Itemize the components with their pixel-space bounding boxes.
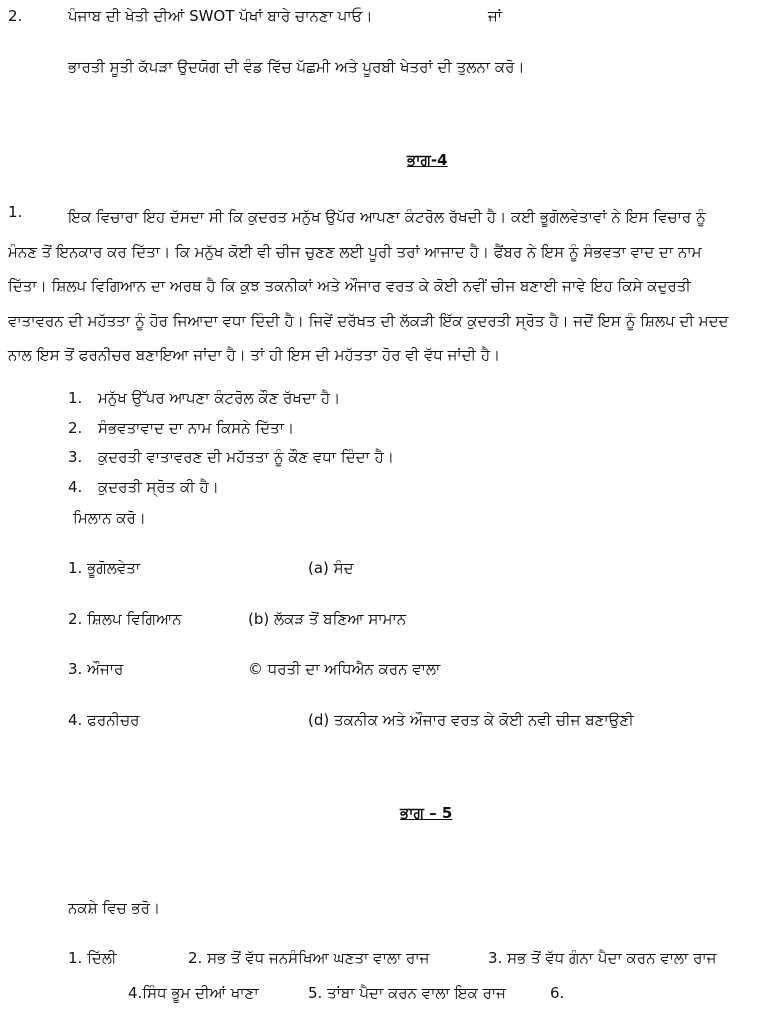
- sub-question-number: 1.: [68, 389, 83, 407]
- match-heading: ਮਿਲਾਨ ਕਰੋ।: [73, 509, 146, 527]
- question-number: 1.: [8, 203, 23, 221]
- sub-question-text: ਮਨੁੱਖ ਉੱਪਰ ਆਪਣਾ ਕੰਟਰੋਲ ਕੌਣ ਰੱਖਦਾ ਹੈ।: [98, 389, 341, 407]
- sub-question-number: 2.: [68, 419, 83, 437]
- sub-question-number: 3.: [68, 448, 83, 466]
- match-right-item: (b) ਲੱਕੜ ਤੋਂ ਬਣਿਆ ਸਾਮਾਨ: [248, 610, 407, 628]
- question-text: ਪੰਜਾਬ ਦੀ ਖੇਤੀ ਦੀਆਂ SWOT ਪੱਖਾਂ ਬਾਰੇ ਚਾਨਣਾ ਪਾਓ।: [68, 7, 373, 25]
- passage-line: ਮੰਨਣ ਤੋਂ ਇਨਕਾਰ ਕਰ ਦਿੱਤਾ। ਕਿ ਮਨੁੱਖ ਕੋਈ ਵੀ ਚੀਜ ਚੁਣਣ ਲਈ ਪੂਰੀ ਤਰਾਂ ਆਜਾਦ ਹੈ। ਫੈਂਬਰ ਨੇ ਇਸ ਨੂੰ ਸੰਭਵਤਾ ਵਾਦ ਦਾ ਨਾਮ: [8, 242, 702, 261]
- match-right-item: © ਧਰਤੀ ਦਾ ਅਧਿਐਨ ਕਰਨ ਵਾਲਾ: [248, 660, 441, 678]
- match-left-item: 1. ਭੂਗੋਲਵੇਤਾ: [68, 559, 141, 577]
- sub-question-text: ਸੰਭਵਤਾਵਾਦ ਦਾ ਨਾਮ ਕਿਸਨੇ ਦਿੱਤਾ।: [98, 419, 295, 437]
- section-heading: ਭਾਗ – 5: [400, 804, 453, 822]
- map-item: 3. ਸਭ ਤੋਂ ਵੱਧ ਗੰਨਾ ਪੈਦਾ ਕਰਨ ਵਾਲਾ ਰਾਜ: [488, 949, 717, 967]
- match-right-item: (a) ਸੰਦ: [308, 559, 354, 577]
- match-right-item: (d) ਤਕਨੀਕ ਅਤੇ ਔਜਾਰ ਵਰਤ ਕੇ ਕੋਈ ਨਵੀ ਚੀਜ ਬਣਾਉਣੀ: [308, 711, 634, 729]
- match-left-item: 3. ਔਜਾਰ: [68, 660, 124, 678]
- sub-question-text: ਕੁਦਰਤੀ ਵਾਤਾਵਰਣ ਦੀ ਮਹੱਤਤਾ ਨੂੰ ਕੌਣ ਵਧਾ ਦਿੰਦਾ ਹੈ।: [98, 448, 394, 466]
- map-instruction: ਨਕਸ਼ੇ ਵਿਚ ਭਰੋ।: [68, 899, 161, 917]
- sub-question-text: ਕੁਦਰਤੀ ਸ੍ਰੋਤ ਕੀ ਹੈ।: [98, 478, 219, 496]
- section-heading: ਭਾਗ-4: [407, 151, 448, 169]
- map-item: 2. ਸਭ ਤੋਂ ਵੱਧ ਜਨਸੰਖਿਆ ਘਣਤਾ ਵਾਲਾ ਰਾਜ: [188, 949, 430, 967]
- passage: [8, 200, 780, 373]
- map-item: 4.ਸਿੰਧ ਭੂਮ ਦੀਆਂ ਖਾਣਾ: [128, 984, 259, 1002]
- map-item: 1. ਦਿੱਲੀ: [68, 949, 117, 967]
- passage-line: ਇਕ ਵਿਚਾਰਾ ਇਹ ਦੱਸਦਾ ਸੀ ਕਿ ਕੁਦਰਤ ਮਨੁੱਖ ਉਪੱਰ ਆਪਣਾ ਕੰਟਰੋਲ ਰੱਖਦੀ ਹੈ। ਕਈ ਭੂਗੋਲਵੇਤਾਵਾਂ ਨੇ ਇਸ ਵਿਚਾਰ ਨੂੰ: [68, 208, 706, 226]
- match-left-item: 2. ਸ਼ਿਲਪ ਵਿਗਿਆਨ: [68, 610, 182, 628]
- passage-line: ਨਾਲ ਇਸ ਤੋਂ ਫਰਨੀਚਰ ਬਣਾਇਆ ਜਾਂਦਾ ਹੈ। ਤਾਂ ਹੀ ਇਸ ਦੀ ਮਹੱਤਤਾ ਹੋਰ ਵੀ ਵੱਧ ਜਾਂਦੀ ਹੈ।: [8, 346, 501, 364]
- question-number: 2.: [8, 7, 23, 25]
- sub-question-number: 4.: [68, 478, 83, 496]
- passage-line: ਵਾਤਾਵਰਨ ਦੀ ਮਹੱਤਤਾ ਨੂੰ ਹੋਰ ਜਿਆਦਾ ਵਧਾ ਦਿੰਦੀ ਹੈ। ਜਿਵੇਂ ਦਰੱਖਤ ਦੀ ਲੱਕੜੀ ਇੱਕ ਕੁਦਰਤੀ ਸ੍ਰੋਤ ਹੈ। ਜਦੋਂ ਇਸ ਨੂੰ ਸ਼ਿਲਪ ਦੀ ਮਦਦ: [8, 311, 729, 330]
- question-alt-text: ਭਾਰਤੀ ਸੂਤੀ ਕੱਪੜਾ ਉਦਯੋਗ ਦੀ ਵੰਡ ਵਿੱਚ ਪੱਛਮੀ ਅਤੇ ਪੂਰਬੀ ਖੇਤਰਾਂ ਦੀ ਤੁਲਨਾ ਕਰੋ।: [68, 58, 525, 76]
- map-item: 5. ਤਾਂਬਾ ਪੈਦਾ ਕਰਨ ਵਾਲਾ ਇਕ ਰਾਜ: [308, 984, 506, 1002]
- passage-line: ਦਿੱਤਾ। ਸ਼ਿਲਪ ਵਿਗਿਆਨ ਦਾ ਅਰਥ ਹੈ ਕਿ ਕੁਝ ਤਕਨੀਕਾਂ ਅਤੇ ਔਜਾਰ ਵਰਤ ਕੇ ਕੋਈ ਨਵੀਂ ਚੀਜ ਬਣਾਈ ਜਾਵੇ ਇਹ ਕਿਸੇ ਕਦੁਰਤੀ: [8, 277, 691, 295]
- map-item: 6.: [550, 984, 565, 1002]
- match-left-item: 4. ਫਰਨੀਚਰ: [68, 711, 140, 729]
- or-label: ਜਾਂ: [488, 7, 503, 25]
